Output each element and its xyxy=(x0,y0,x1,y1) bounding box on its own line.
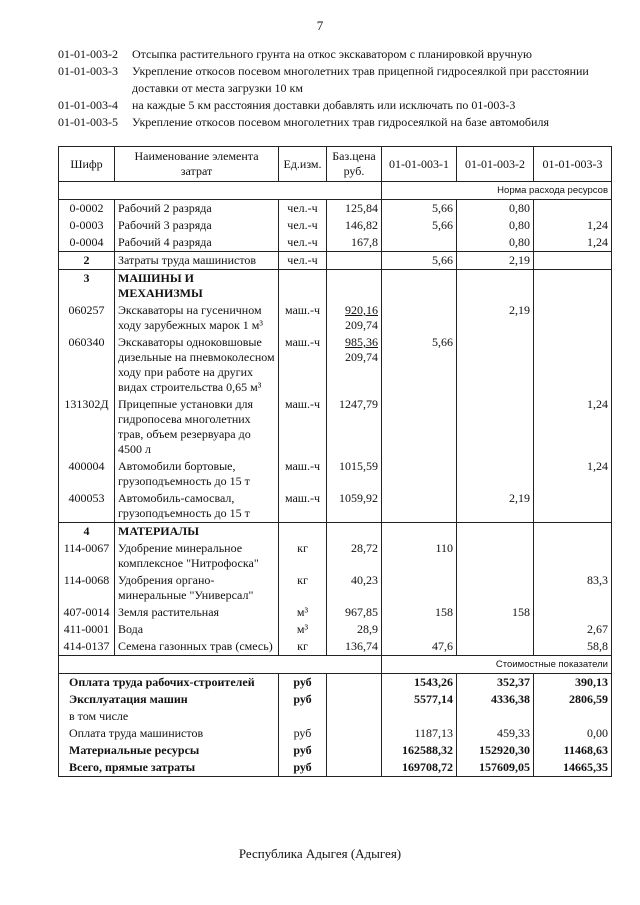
row-value-c2: 2,19 xyxy=(457,302,534,334)
row-name: Рабочий 2 разряда xyxy=(115,200,279,218)
row-price-value: 167,8 xyxy=(351,235,378,249)
table-row xyxy=(59,396,612,458)
row-unit: маш.-ч xyxy=(279,458,327,490)
row-price-value: 136,74 xyxy=(345,639,378,653)
footer-region: Республика Адыгея (Адыгея) xyxy=(238,846,402,861)
row-value-c3 xyxy=(534,252,612,270)
row-value-c2 xyxy=(457,523,534,541)
row-value-c1 xyxy=(382,490,457,523)
code-row xyxy=(58,97,598,114)
row-value-c2: 0,80 xyxy=(457,200,534,218)
total-value-c2: 459,33 xyxy=(457,725,534,742)
row-value-c2: 2,19 xyxy=(457,490,534,523)
code-text: Укрепление откосов посевом многолетних трав прицепной гидросеялкой при расстоянии доставки от места загрузки 10 км xyxy=(132,64,589,95)
row-value-c3: 58,8 xyxy=(534,638,612,656)
row-code: 3 xyxy=(59,270,115,303)
code-descriptions xyxy=(58,46,598,131)
row-price xyxy=(327,638,382,656)
row-price-value: 985,36 xyxy=(345,335,378,349)
empty-cell xyxy=(59,182,382,200)
total-name: Всего, прямые затраты xyxy=(59,759,279,777)
row-code: 414-0137 xyxy=(59,638,115,656)
row-name: Экскаваторы на гусеничном ходу зарубежных марок 1 м³ xyxy=(115,302,279,334)
row-unit: кг xyxy=(279,540,327,572)
row-value-c3: 2,67 xyxy=(534,621,612,638)
row-value-c3: 1,24 xyxy=(534,396,612,458)
row-value-c2 xyxy=(457,458,534,490)
total-value-c2: 352,37 xyxy=(457,674,534,692)
code-id: 01-01-003-2 xyxy=(58,47,118,61)
empty-cell xyxy=(327,725,382,742)
row-value-c2 xyxy=(457,572,534,604)
total-unit: руб xyxy=(279,674,327,692)
row-value-c3: 1,24 xyxy=(534,234,612,252)
code-row xyxy=(58,46,598,63)
row-value-c2 xyxy=(457,621,534,638)
row-value-c1: 158 xyxy=(382,604,457,621)
total-unit xyxy=(279,708,327,725)
row-value-c3: 83,3 xyxy=(534,572,612,604)
row-value-c1 xyxy=(382,302,457,334)
row-value-c2: 158 xyxy=(457,604,534,621)
total-value-c1: 1543,26 xyxy=(382,674,457,692)
row-code: 060340 xyxy=(59,334,115,396)
row-price xyxy=(327,334,382,396)
row-price xyxy=(327,302,382,334)
row-value-c1: 5,66 xyxy=(382,252,457,270)
row-value-c3 xyxy=(534,200,612,218)
totals-row xyxy=(59,759,612,777)
total-value-c3: 0,00 xyxy=(534,725,612,742)
header-unit: Ед.изм. xyxy=(279,147,327,182)
total-unit: руб xyxy=(279,725,327,742)
table-row xyxy=(59,334,612,396)
row-code: 400004 xyxy=(59,458,115,490)
row-price-value: 967,85 xyxy=(345,605,378,619)
row-unit: маш.-ч xyxy=(279,490,327,523)
row-name: Затраты труда машинистов xyxy=(115,252,279,270)
row-name: Рабочий 3 разряда xyxy=(115,217,279,234)
section-row xyxy=(59,252,612,270)
total-value-c3: 11468,63 xyxy=(534,742,612,759)
total-value-c3: 390,13 xyxy=(534,674,612,692)
row-price-value: 1015,59 xyxy=(339,459,378,473)
resource-table xyxy=(58,146,612,777)
total-value-c3: 14665,35 xyxy=(534,759,612,777)
row-name: Экскаваторы одноковшовые дизельные на пневмоколесном ходу при работе на других видах строительства 0,65 м³ xyxy=(115,334,279,396)
row-value-c3 xyxy=(534,490,612,523)
table-row xyxy=(59,200,612,218)
header-price: Баз.цена руб. xyxy=(327,147,382,182)
row-price-secondary: 209,74 xyxy=(345,318,378,332)
total-value-c2: 4336,38 xyxy=(457,691,534,708)
row-price-value: 1247,79 xyxy=(339,397,378,411)
table-row xyxy=(59,490,612,523)
row-code: 060257 xyxy=(59,302,115,334)
code-text: Отсыпка растительного грунта на откос экскаватором с планировкой вручную xyxy=(132,47,532,61)
row-value-c2 xyxy=(457,540,534,572)
row-name: Удобрения органо-минеральные "Универсал" xyxy=(115,572,279,604)
empty-cell xyxy=(327,742,382,759)
row-price-value: 40,23 xyxy=(351,573,378,587)
code-text: на каждые 5 км расстояния доставки добавлять или исключать по 01-003-3 xyxy=(132,98,516,112)
section-row xyxy=(59,270,612,303)
total-unit: руб xyxy=(279,759,327,777)
row-unit: маш.-ч xyxy=(279,302,327,334)
empty-cell xyxy=(327,708,382,725)
code-id: 01-01-003-4 xyxy=(58,98,118,112)
total-value-c3: 2806,59 xyxy=(534,691,612,708)
table-row xyxy=(59,217,612,234)
row-name: Вода xyxy=(115,621,279,638)
code-text: Укрепление откосов посевом многолетних трав гидросеялкой на базе автомобиля xyxy=(132,115,549,129)
row-value-c1 xyxy=(382,270,457,303)
row-price-value: 125,84 xyxy=(345,201,378,215)
row-name: МАТЕРИАЛЫ xyxy=(115,523,279,541)
row-price xyxy=(327,252,382,270)
row-price xyxy=(327,540,382,572)
section-row xyxy=(59,523,612,541)
total-unit: руб xyxy=(279,742,327,759)
row-value-c3 xyxy=(534,523,612,541)
row-value-c3: 1,24 xyxy=(534,458,612,490)
total-value-c1: 1187,13 xyxy=(382,725,457,742)
row-value-c1: 47,6 xyxy=(382,638,457,656)
row-code: 4 xyxy=(59,523,115,541)
row-code: 0-0004 xyxy=(59,234,115,252)
cost-caption-row xyxy=(59,656,612,674)
total-name: Материальные ресурсы xyxy=(59,742,279,759)
row-name: Семена газонных трав (смесь) xyxy=(115,638,279,656)
row-code: 400053 xyxy=(59,490,115,523)
table-row xyxy=(59,638,612,656)
table-row xyxy=(59,604,612,621)
code-row xyxy=(58,63,598,97)
total-unit: руб xyxy=(279,691,327,708)
table-row xyxy=(59,621,612,638)
row-name: МАШИНЫ И МЕХАНИЗМЫ xyxy=(115,270,279,303)
row-price xyxy=(327,234,382,252)
totals-row xyxy=(59,742,612,759)
row-price xyxy=(327,604,382,621)
row-unit xyxy=(279,270,327,303)
row-name: Рабочий 4 разряда xyxy=(115,234,279,252)
row-unit: чел.-ч xyxy=(279,200,327,218)
empty-cell xyxy=(59,656,382,674)
row-value-c1 xyxy=(382,458,457,490)
total-value-c1: 169708,72 xyxy=(382,759,457,777)
row-value-c3 xyxy=(534,334,612,396)
total-name: Оплата труда машинистов xyxy=(59,725,279,742)
row-price-secondary: 209,74 xyxy=(345,350,378,364)
row-unit: кг xyxy=(279,638,327,656)
row-unit: маш.-ч xyxy=(279,334,327,396)
row-value-c1: 5,66 xyxy=(382,334,457,396)
empty-cell xyxy=(327,759,382,777)
total-value-c1: 5577,14 xyxy=(382,691,457,708)
row-value-c2 xyxy=(457,396,534,458)
row-price xyxy=(327,490,382,523)
row-value-c2 xyxy=(457,334,534,396)
row-price-value: 920,16 xyxy=(345,303,378,317)
total-value-c3 xyxy=(534,708,612,725)
total-name: в том числе xyxy=(59,708,279,725)
row-value-c2: 0,80 xyxy=(457,217,534,234)
total-value-c2: 152920,30 xyxy=(457,742,534,759)
row-price xyxy=(327,572,382,604)
totals-row xyxy=(59,674,612,692)
row-unit: чел.-ч xyxy=(279,252,327,270)
total-name: Оплата труда рабочих-строителей xyxy=(59,674,279,692)
totals-row xyxy=(59,725,612,742)
code-id: 01-01-003-3 xyxy=(58,64,118,78)
row-name: Автомобили бортовые, грузоподъемность до 15 т xyxy=(115,458,279,490)
row-value-c1 xyxy=(382,523,457,541)
row-value-c3 xyxy=(534,604,612,621)
row-price-value: 28,72 xyxy=(351,541,378,555)
table-row xyxy=(59,458,612,490)
row-value-c1: 5,66 xyxy=(382,217,457,234)
row-value-c3 xyxy=(534,270,612,303)
totals-row xyxy=(59,708,612,725)
row-price-value: 146,82 xyxy=(345,218,378,232)
row-price xyxy=(327,217,382,234)
row-value-c3 xyxy=(534,302,612,334)
total-value-c1: 162588,32 xyxy=(382,742,457,759)
row-price xyxy=(327,458,382,490)
row-code: 114-0067 xyxy=(59,540,115,572)
row-value-c3: 1,24 xyxy=(534,217,612,234)
total-name: Эксплуатация машин xyxy=(59,691,279,708)
total-value-c1 xyxy=(382,708,457,725)
row-code: 114-0068 xyxy=(59,572,115,604)
empty-cell xyxy=(327,691,382,708)
row-value-c2: 0,80 xyxy=(457,234,534,252)
totals-row xyxy=(59,691,612,708)
row-price-value: 1059,92 xyxy=(339,491,378,505)
row-price xyxy=(327,523,382,541)
table-row xyxy=(59,234,612,252)
row-name: Земля растительная xyxy=(115,604,279,621)
row-code: 0-0002 xyxy=(59,200,115,218)
row-code: 411-0001 xyxy=(59,621,115,638)
total-value-c2 xyxy=(457,708,534,725)
row-unit: м³ xyxy=(279,621,327,638)
row-code: 131302Д xyxy=(59,396,115,458)
row-value-c1 xyxy=(382,234,457,252)
row-value-c1 xyxy=(382,572,457,604)
row-unit: м³ xyxy=(279,604,327,621)
code-id: 01-01-003-5 xyxy=(58,115,118,129)
norm-caption-row xyxy=(59,182,612,200)
header-name: Наименование элемента затрат xyxy=(115,147,279,182)
row-price xyxy=(327,270,382,303)
norm-caption: Норма расхода ресурсов xyxy=(382,182,612,200)
row-name: Автомобиль-самосвал, грузоподъемность до 15 т xyxy=(115,490,279,523)
row-value-c1 xyxy=(382,621,457,638)
code-row xyxy=(58,114,598,131)
header-col-2: 01-01-003-2 xyxy=(457,147,534,182)
row-value-c2: 2,19 xyxy=(457,252,534,270)
page-number: 7 xyxy=(316,18,324,33)
row-price-value: 28,9 xyxy=(357,622,378,636)
header-code: Шифр xyxy=(59,147,115,182)
cost-caption: Стоимостные показатели xyxy=(382,656,612,674)
row-name: Удобрение минеральное комплексное "Нитрофоска" xyxy=(115,540,279,572)
table-row xyxy=(59,540,612,572)
row-value-c1 xyxy=(382,396,457,458)
row-unit: маш.-ч xyxy=(279,396,327,458)
total-value-c2: 157609,05 xyxy=(457,759,534,777)
row-value-c2 xyxy=(457,638,534,656)
row-code: 0-0003 xyxy=(59,217,115,234)
row-value-c1: 5,66 xyxy=(382,200,457,218)
row-unit: чел.-ч xyxy=(279,234,327,252)
table-header-row xyxy=(59,147,612,182)
row-price xyxy=(327,396,382,458)
row-value-c2 xyxy=(457,270,534,303)
header-col-3: 01-01-003-3 xyxy=(534,147,612,182)
empty-cell xyxy=(327,674,382,692)
table-row xyxy=(59,572,612,604)
row-unit: кг xyxy=(279,572,327,604)
row-unit: чел.-ч xyxy=(279,217,327,234)
row-code: 2 xyxy=(59,252,115,270)
row-value-c1: 110 xyxy=(382,540,457,572)
row-value-c3 xyxy=(534,540,612,572)
header-col-1: 01-01-003-1 xyxy=(382,147,457,182)
row-name: Прицепные установки для гидропосева многолетних трав, объем резервуара до 4500 л xyxy=(115,396,279,458)
table-row xyxy=(59,302,612,334)
row-code: 407-0014 xyxy=(59,604,115,621)
row-unit xyxy=(279,523,327,541)
row-price xyxy=(327,621,382,638)
row-price xyxy=(327,200,382,218)
